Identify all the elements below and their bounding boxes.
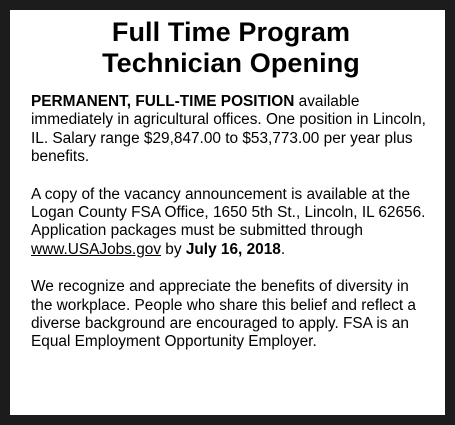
usajobs-link[interactable]: www.USAJobs.gov [31, 240, 162, 258]
position-paragraph [31, 93, 431, 167]
notice-content [10, 10, 445, 415]
position-details: available immediately in agricultural offices. One position in Lincoln, IL. Salary range $29,847.00 to $53,773.00 per year plus benefits. [31, 93, 426, 166]
application-by: by [161, 240, 186, 258]
deadline-date: July 16, 2018 [185, 240, 281, 258]
position-type: PERMANENT, FULL-TIME POSITION [31, 93, 295, 110]
application-paragraph [31, 186, 431, 260]
diversity-paragraph: We recognize and appreciate the benefits of diversity in the workplace. People who share this belief and reflect a diverse background are encouraged to apply. FSA is an Equal Employment Opportunity Employer. [31, 278, 416, 351]
application-end: . [280, 240, 286, 258]
title-line-2: Technician Opening [102, 48, 360, 78]
title-line-1: Full Time Program [111, 17, 351, 47]
notice-title [31, 17, 431, 79]
application-text: A copy of the vacancy announcement is available at the Logan County FSA Office, 1650 5th St., Lincoln, IL 62656. Application packages must be submitted through [31, 185, 426, 240]
